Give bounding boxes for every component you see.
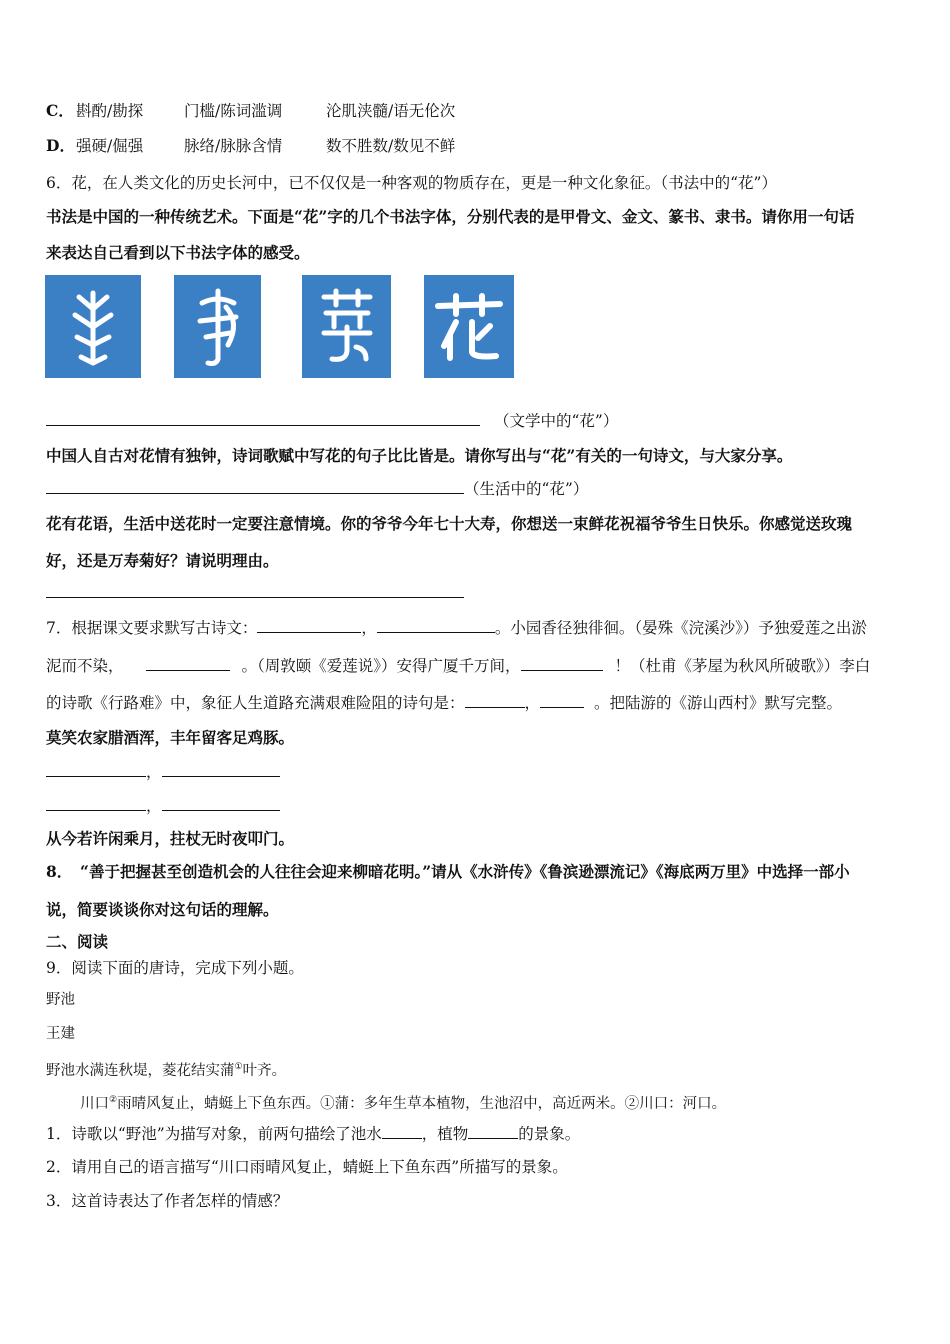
answer-blank[interactable] bbox=[540, 693, 584, 708]
verse-text: 野池水满连秋堤，菱花结实蒲 bbox=[46, 1062, 235, 1079]
calligraphy-oracle-bone bbox=[45, 275, 141, 378]
poem-title: 野池 bbox=[46, 992, 75, 1008]
answer-blank[interactable] bbox=[468, 1124, 518, 1139]
option-letter: D． bbox=[46, 136, 75, 155]
bronze-flower-icon bbox=[190, 287, 246, 367]
verse-text: 雨晴风复止，蜻蜓上下鱼东西。①蒲：多年生草本植物，生池沼中，高近两米。②川口：河口。 bbox=[117, 1095, 727, 1112]
option-word-b: 门槛/陈词滥调 bbox=[184, 102, 283, 120]
q9-subquestion-2: 2．请用自己的语言描写“川口雨晴风复止，蜻蜓上下鱼东西”所描写的景象。 bbox=[46, 1158, 568, 1176]
poem-author: 王建 bbox=[46, 1026, 75, 1042]
poem-blank-line-2 bbox=[46, 796, 280, 816]
q8-line-1: 8． “善于把握甚至创造机会的人往往会迎来柳暗花明。”请从《水浒传》《鲁滨逊漂流记》《海底两万里》中选择一部小 bbox=[46, 862, 850, 881]
option-word-a: 强硬/倔强 bbox=[76, 137, 144, 155]
answer-blank[interactable] bbox=[257, 618, 361, 633]
q7-text: 泥而不染， bbox=[46, 657, 124, 675]
q6-line-3: 来表达自己看到以下书法字体的感受。 bbox=[46, 243, 310, 262]
answer-blank[interactable] bbox=[46, 411, 480, 426]
poem-comma: ， bbox=[146, 797, 162, 815]
option-c bbox=[46, 101, 455, 121]
answer-blank[interactable] bbox=[46, 762, 146, 777]
answer-blank[interactable] bbox=[382, 1124, 422, 1139]
option-letter: C． bbox=[46, 101, 74, 120]
poem-verse-1 bbox=[46, 1057, 286, 1081]
option-word-c: 数不胜数/数见不鲜 bbox=[326, 137, 456, 155]
subquestion-text: 的景象。 bbox=[518, 1125, 581, 1143]
subquestion-text: 1．诗歌以“野池”为描写对象，前两句描绘了池水 bbox=[46, 1125, 382, 1143]
q7-text: 7．根据课文要求默写古诗文： bbox=[46, 619, 258, 637]
section-heading: 二、阅读 bbox=[46, 932, 109, 951]
q9-subquestion-1 bbox=[46, 1124, 580, 1144]
answer-blank[interactable] bbox=[465, 693, 525, 708]
answer-blank[interactable] bbox=[377, 618, 495, 633]
answer-blank[interactable] bbox=[162, 796, 280, 811]
poem-line-last: 从今若许闲乘月，拄杖无时夜叩门。 bbox=[46, 829, 295, 848]
life-text-1: 花有花语，生活中送花时一定要注意情境。你的爷爷今年七十大寿，你想送一束鲜花祝福爷爷生日快乐。你感觉送玫瑰 bbox=[46, 514, 853, 533]
poem-comma: ， bbox=[146, 763, 162, 781]
literature-prompt bbox=[46, 411, 618, 431]
life-prompt bbox=[46, 479, 588, 499]
q7-line-2 bbox=[46, 656, 870, 676]
poem-blank-line-1 bbox=[46, 762, 280, 782]
verse-text: 叶齐。 bbox=[242, 1062, 287, 1079]
q7-text: 的诗歌《行路难》中，象征人生道路充满艰难险阻的诗句是： bbox=[46, 694, 465, 712]
oracle-bone-flower-icon bbox=[63, 287, 123, 367]
option-word-b: 脉络/脉脉含情 bbox=[184, 137, 283, 155]
seal-flower-icon bbox=[316, 287, 378, 367]
q7-text: 。把陆游的《游山西村》默写完整。 bbox=[594, 694, 843, 712]
option-word-c: 沦肌浃髓/语无伦次 bbox=[326, 102, 456, 120]
q9-intro: 9．阅读下面的唐诗，完成下列小题。 bbox=[46, 959, 304, 977]
life-text-2: 好，还是万寿菊好？请说明理由。 bbox=[46, 551, 279, 570]
q9-subquestion-3: 3．这首诗表达了作者怎样的情感？ bbox=[46, 1192, 289, 1210]
q8-line-2: 说，简要谈谈你对这句话的理解。 bbox=[46, 900, 279, 919]
literature-text: 中国人自古对花情有独钟，诗词歌赋中写花的句子比比皆是。请你写出与“花”有关的一句诗文，与大家分享。 bbox=[46, 446, 793, 465]
literature-label: （文学中的“花”） bbox=[494, 412, 619, 430]
footnote-mark: ② bbox=[109, 1095, 118, 1105]
q7-line-1 bbox=[46, 618, 867, 638]
option-word-a: 斟酌/勘探 bbox=[76, 102, 144, 120]
calligraphy-clerical bbox=[424, 275, 514, 378]
q7-text: ， bbox=[524, 694, 541, 712]
q7-text: 。（周敦颐《爱莲说》）安得广厦千万间， bbox=[241, 657, 521, 675]
q7-text: ！（杜甫《茅屋为秋风所破歌》）李白 bbox=[614, 657, 871, 675]
footnote-mark: ① bbox=[234, 1062, 243, 1072]
q6-line-2: 书法是中国的一种传统艺术。下面是“花”字的几个书法字体，分别代表的是甲骨文、金文、篆书、隶书。请你用一句话 bbox=[46, 207, 855, 226]
calligraphy-seal bbox=[302, 275, 391, 378]
clerical-flower-icon bbox=[434, 292, 504, 362]
answer-blank[interactable] bbox=[46, 479, 464, 494]
poem-verse-2 bbox=[80, 1090, 726, 1114]
q7-line-3 bbox=[46, 693, 842, 713]
life-label: （生活中的“花”） bbox=[464, 480, 589, 498]
answer-blank[interactable] bbox=[46, 583, 464, 598]
q7-text: ， bbox=[361, 619, 377, 637]
q6-line-1: 6．花，在人类文化的历史长河中，已不仅仅是一种客观的物质存在，更是一种文化象征。（书法中的“花”） bbox=[46, 174, 777, 192]
calligraphy-bronze bbox=[174, 275, 261, 378]
option-d bbox=[46, 136, 455, 156]
q7-text: 。小园香径独徘徊。（晏殊《浣溪沙》）予独爱莲之出淤 bbox=[494, 619, 867, 637]
answer-blank[interactable] bbox=[521, 656, 603, 671]
verse-text: 川口 bbox=[80, 1095, 109, 1112]
answer-blank[interactable] bbox=[46, 796, 146, 811]
subquestion-text: ，植物 bbox=[421, 1125, 469, 1143]
answer-blank[interactable] bbox=[162, 762, 280, 777]
life-answer-line bbox=[46, 583, 464, 603]
poem-line-1: 莫笑农家腊酒浑，丰年留客足鸡豚。 bbox=[46, 728, 295, 747]
answer-blank[interactable] bbox=[146, 656, 230, 671]
